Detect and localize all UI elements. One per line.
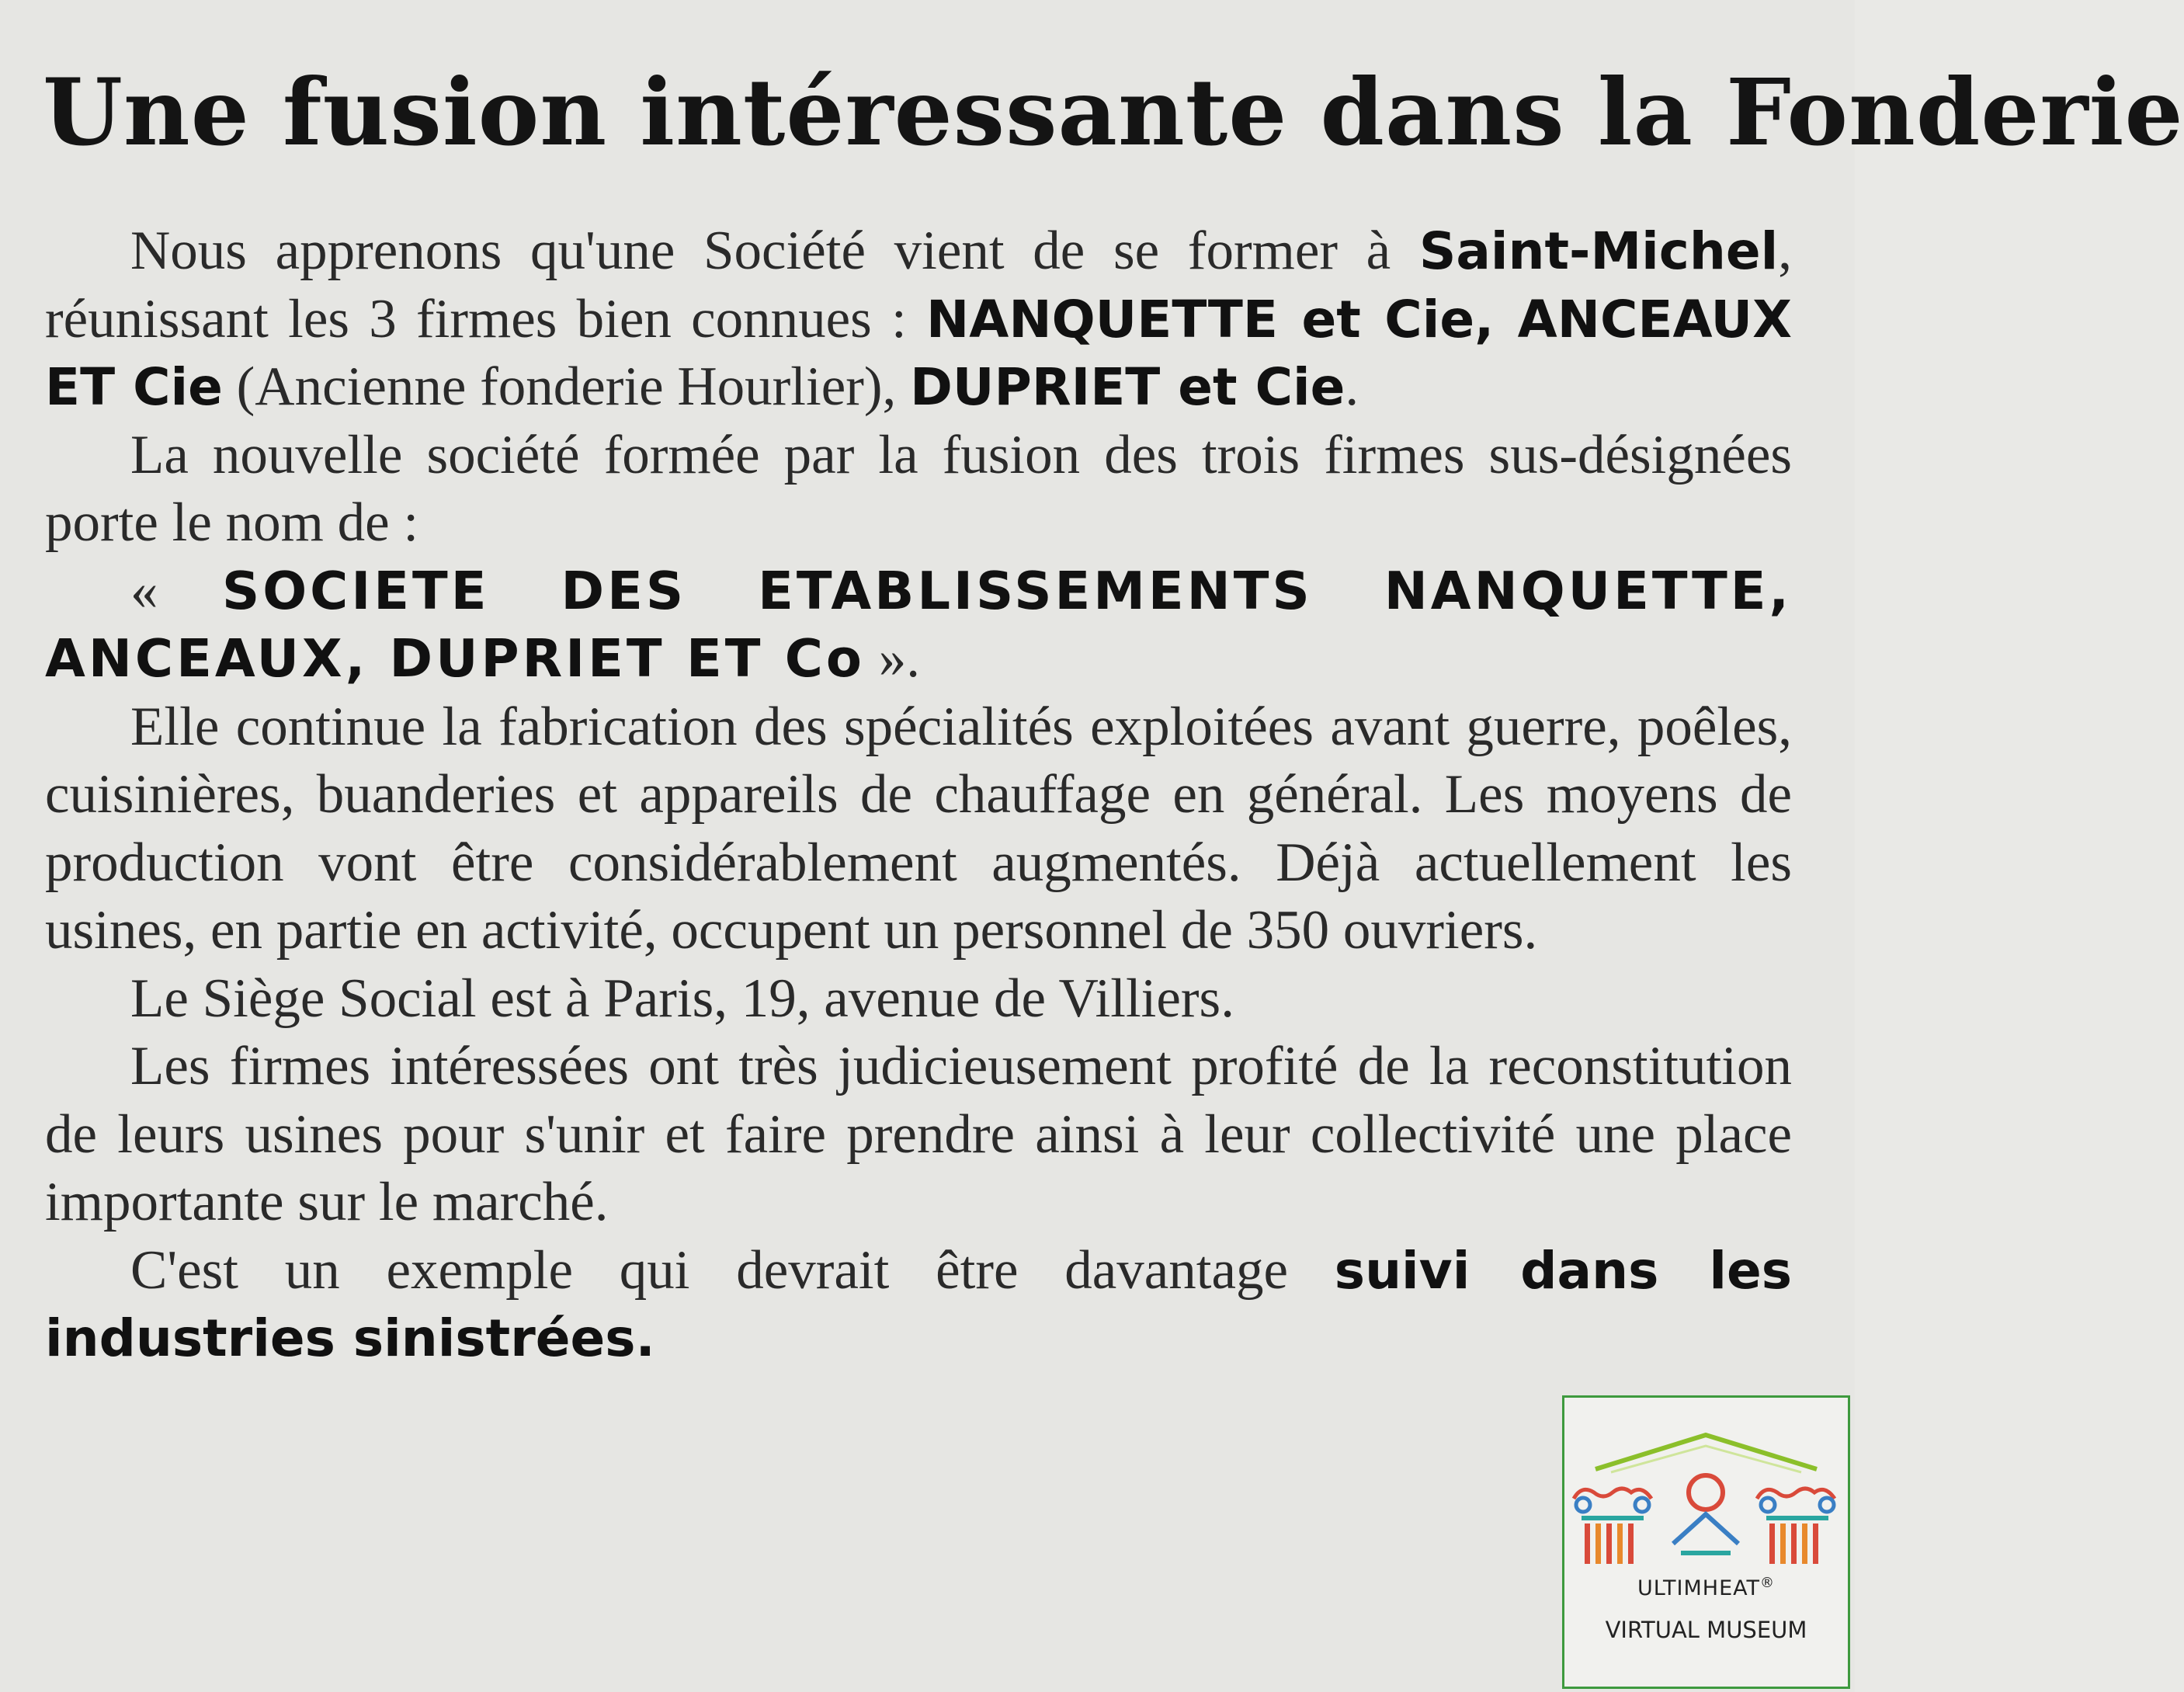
article-headline: Une fusion intéressante dans la Fonderie [43,58,2184,166]
center-figure-icon [1673,1475,1738,1553]
paragraph-text: (Ancienne fonderie Hourlier), [222,356,911,417]
museum-subtitle: VIRTUAL MUSEUM [1605,1617,1807,1643]
paragraph-conclusion [45,1237,1792,1373]
museum-watermark [1562,1395,1850,1689]
registered-mark: ® [1760,1575,1776,1591]
paragraph-new-company: La nouvelle société formée par la fusion des trois firmes sus-désignées porte le nom de : [45,424,1792,553]
paragraph-production: Elle continue la fabrication des spécialités exploitées avant guerre, poêles, cuisinières, buanderies et appareils de chauffage en général. Les moyens de production vont être considérablement augmentés. Déjà actuellement les usines, en partie en activité, occupent un personnel de 350 ouvriers. [45,696,1792,961]
paragraph-text: . [1345,356,1359,417]
open-quote: « [130,560,158,621]
paragraph-text: Nous apprenons qu'une Société vient de se former à [130,221,1419,281]
left-column-icon [1574,1489,1651,1564]
article-body [45,217,1792,1373]
paragraph-text-bold: suivi dans les industries sinistrées. [45,1240,1792,1368]
brand-name: ULTIMHEAT [1637,1576,1761,1600]
paragraph-text: , réunissant les 3 firmes bien connues : [45,221,1792,349]
paragraph-text: C'est un exemple qui devrait être davantage [130,1239,1335,1301]
paragraph-company-name [45,558,1792,693]
museum-building-icon [1564,1398,1848,1576]
company-name: SOCIETE DES ETABLISSEMENTS NANQUETTE, ANCEAUX, DUPRIET ET Co [45,560,1792,689]
firm-names: NANQUETTE et Cie, ANCEAUX ET Cie [45,289,1792,417]
place-name: Saint-Michel [1418,221,1779,281]
paragraph-announcement [45,217,1792,422]
close-quote: ». [878,628,920,689]
paragraph-headquarters: Le Siège Social est à Paris, 19, avenue de Villiers. [130,968,1234,1029]
paragraph-merger-comment: Les firmes intéressées ont très judicieusement profité de la reconstitution de leurs usines pour s'unir et faire prendre ainsi à leur collectivité une place importante sur le marché. [45,1036,1792,1232]
right-column-icon [1757,1489,1835,1564]
roof-shape [1595,1435,1817,1469]
firm-name-dupriet: DUPRIET et Cie [910,357,1345,417]
museum-brand [1564,1575,1848,1600]
